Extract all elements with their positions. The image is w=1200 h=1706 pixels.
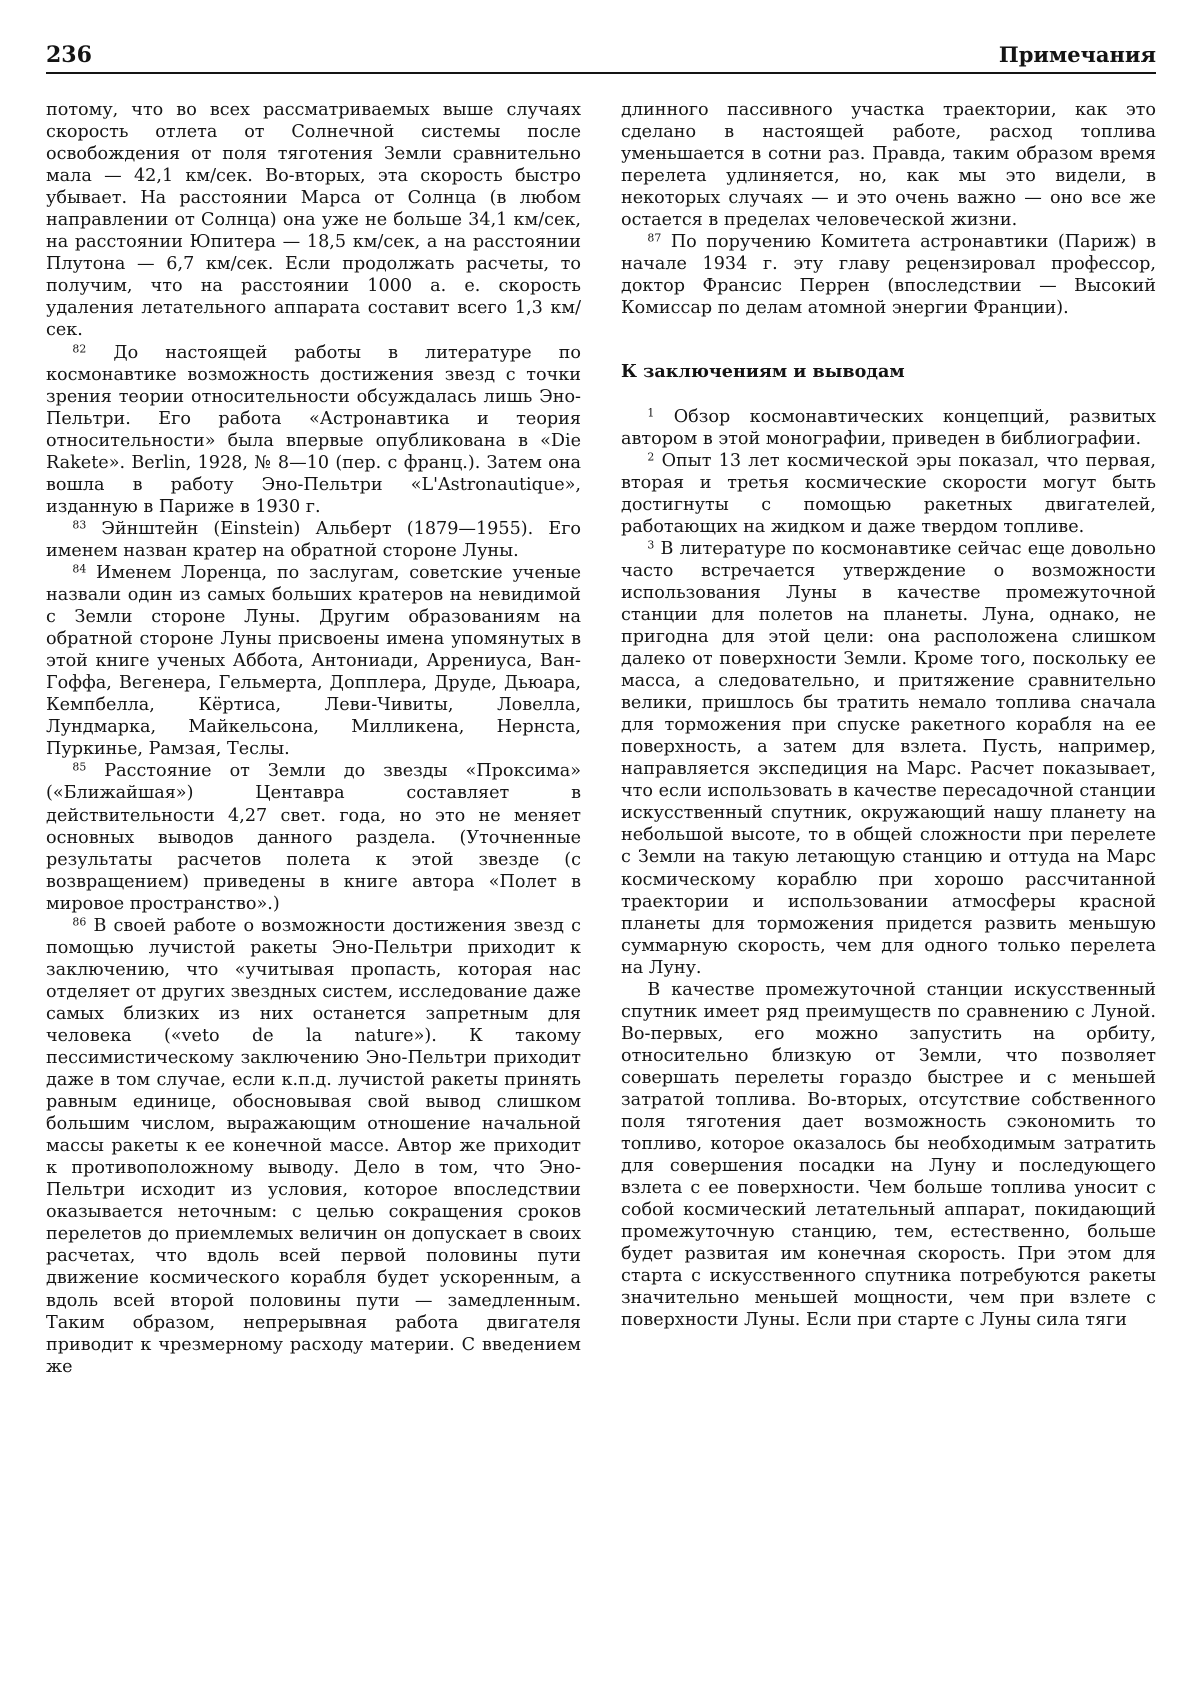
note-number: 2	[647, 450, 655, 464]
paragraph: длинного пассивного участка траектории, как это сделано в настоящей работе, расход топлива уменьшается в сотни раз. Правда, таким образом время перелета удлиняется, но, как мы это видели, в некоторых случаях — и это очень важно — оно все же остается в пределах человеческой жизни.	[621, 100, 1156, 231]
note-86	[46, 915, 581, 1378]
note-text: До настоящей работы в литературе по космонавтике возможность достижения звезд с точки зрения теории относительности обсуждалась лишь Эно-Пельтри. Его работа «Астронавтика и теория относительности» была впервые опубликована в «Die Rakete». Berlin, 1928, № 8—10 (пер. с франц.). Затем она вошла в работу Эно-Пельтри «L'Astronautique», изданную в Париже в 1930 г.	[46, 342, 581, 517]
page-number: 236	[46, 42, 92, 68]
note-text: Эйнштейн (Einstein) Альберт (1879—1955). Его именем назван кратер на обратной стороне Луны.	[46, 518, 582, 561]
note-number: 3	[647, 538, 655, 552]
note-87	[621, 231, 1156, 319]
note-82	[46, 342, 581, 518]
right-column	[621, 99, 1156, 1331]
note-text: Обзор космонавтических концепций, развитых автором в этой монографии, приведен в библиографии.	[621, 406, 1157, 449]
note-text: Опыт 13 лет космической эры показал, что первая, вторая и третья космические скорости могут быть достигнуты с помощью ракетных двигателей, работающих на жидком и даже твердом топливе.	[621, 450, 1157, 537]
paragraph: В качестве промежуточной станции искусственный спутник имеет ряд преимуществ по сравнению с Луной. Во-первых, его можно запустить на орбиту, относительно близкую от Земли, что позволяет совершать перелеты гораздо быстрее и с меньшей затратой топлива. Во-вторых, отсутствие собственного поля тяготения дает возможность сэкономить то топливо, которое оказалось бы необходимым затратить для совершения посадки на Луну и последующего взлета с ее поверхности. Чем больше топлива уносит с собой космический летательный аппарат, покидающий промежуточную станцию, тем, естественно, больше будет развитая им конечная скорость. При этом для старта с искусственного спутника потребуются ракеты значительно меньшей мощности, чем при взлете с поверхности Луны. Если при старте с Луны сила тяги	[621, 979, 1156, 1331]
note-text: По поручению Комитета астронавтики (Париж) в начале 1934 г. эту главу рецензировал профессор, доктор Франсис Перрен (впоследствии — Высокий Комиссар по делам атомной энергии Франции).	[621, 232, 1156, 319]
note-83	[46, 518, 581, 562]
note-number: 85	[72, 760, 87, 774]
running-head: Примечания	[998, 42, 1156, 67]
note-3	[621, 538, 1156, 979]
section-title: К заключениям и выводам	[621, 361, 905, 383]
note-number: 83	[72, 518, 87, 532]
page-header	[46, 38, 1156, 74]
note-text: Расстояние от Земли до звезды «Проксима» («Ближайшая») Центавра составляет в действительности 4,27 свет. года, но это не меняет основных выводов данного раздела. (Уточненные результаты расчетов полета к этой звезде (с возвращением) приведены в книге автора «Полет в мировое пространство».)	[46, 761, 581, 914]
note-84	[46, 562, 581, 760]
note-number: 87	[647, 231, 662, 245]
note-2	[621, 450, 1156, 538]
note-number: 82	[72, 342, 87, 356]
note-1	[621, 406, 1156, 450]
note-number: 84	[72, 562, 87, 576]
paragraph: потому, что во всех рассматриваемых выше случаях скорость отлета от Солнечной системы после освобождения от поля тяготения Земли сравнительно мала — 42,1 км/сек. Во-вторых, эта скорость быстро убывает. На расстоянии Марса от Солнца (в любом направлении от Солнца) она уже не больше 34,1 км/сек, на расстоянии Юпитера — 18,5 км/сек, а на расстоянии Плутона — 6,7 км/сек. Если продолжать расчеты, то получим, что на расстоянии 1000 а. е. скорость удаления летательного аппарата составит всего 1,3 км/сек.	[46, 100, 581, 341]
note-number: 86	[72, 915, 87, 929]
left-column	[46, 99, 581, 1378]
note-text: В своей работе о возможности достижения звезд с помощью лучистой ракеты Эно-Пельтри приходит к заключению, что «учитывая пропасть, которая нас отделяет от других звездных систем, исследование даже самых близких из них останется запретным для человека («veto de la nature»). К такому пессимистическому заключению Эно-Пельтри приходит даже в том случае, если к.п.д. лучистой ракеты принять равным единице, обосновывая свой вывод слишком большим числом, выражающим отношение начальной массы ракеты к ее конечной массе. Автор же приходит к противоположному выводу. Дело в том, что Эно-Пельтри исходит из условия, которое впоследствии оказывается неточным: с целью сокращения сроков перелетов до приемлемых величин он допускает в своих расчетах, что вдоль всей первой половины пути движение космического корабля будет ускоренным, а вдоль всей второй половины пути — замедленным. Таким образом, непрерывная работа двигателя приводит к чрезмерному расходу материи. С введением же	[46, 915, 581, 1377]
note-85	[46, 760, 581, 914]
note-number: 1	[647, 406, 655, 420]
note-text: В литературе по космонавтике сейчас еще довольно часто встречается утверждение о возможности использования Луны в качестве промежуточной станции для полетов на планеты. Луна, однако, не пригодна для этой цели: она расположена слишком далеко от поверхности Земли. Кроме того, поскольку ее масса, а следовательно, и притяжение сравнительно велики, пришлось бы тратить немало топлива сначала для торможения при спуске ракетного корабля на ее поверхность, а затем для взлета. Пусть, например, направляется экспедиция на Марс. Расчет показывает, что если использовать в качестве пересадочной станции искусственный спутник, окружающий нашу планету на небольшой высоте, то в общей сложности при перелете с Земли на такую летающую станцию и оттуда на Марс космическому кораблю при хорошо рассчитанной траектории и использовании атмосферы красной планеты для торможения придется развить меньшую суммарную скорость, чем для одного только перелета на Луну.	[621, 538, 1157, 978]
note-text: Именем Лоренца, по заслугам, советские ученые назвали один из самых больших кратеров на невидимой с Земли стороне Луны. Другим образованиям на обратной стороне Луны присвоены имена упомянутых в этой книге ученых Аббота, Антониади, Аррениуса, Ван-Гоффа, Вегенера, Гельмерта, Допплера, Друде, Дьюара, Кемпбелла, Кёртиса, Леви-Чивиты, Ловелла, Лундмарка, Майкельсона, Милликена, Нернста, Пуркинье, Рамзая, Теслы.	[46, 562, 581, 760]
